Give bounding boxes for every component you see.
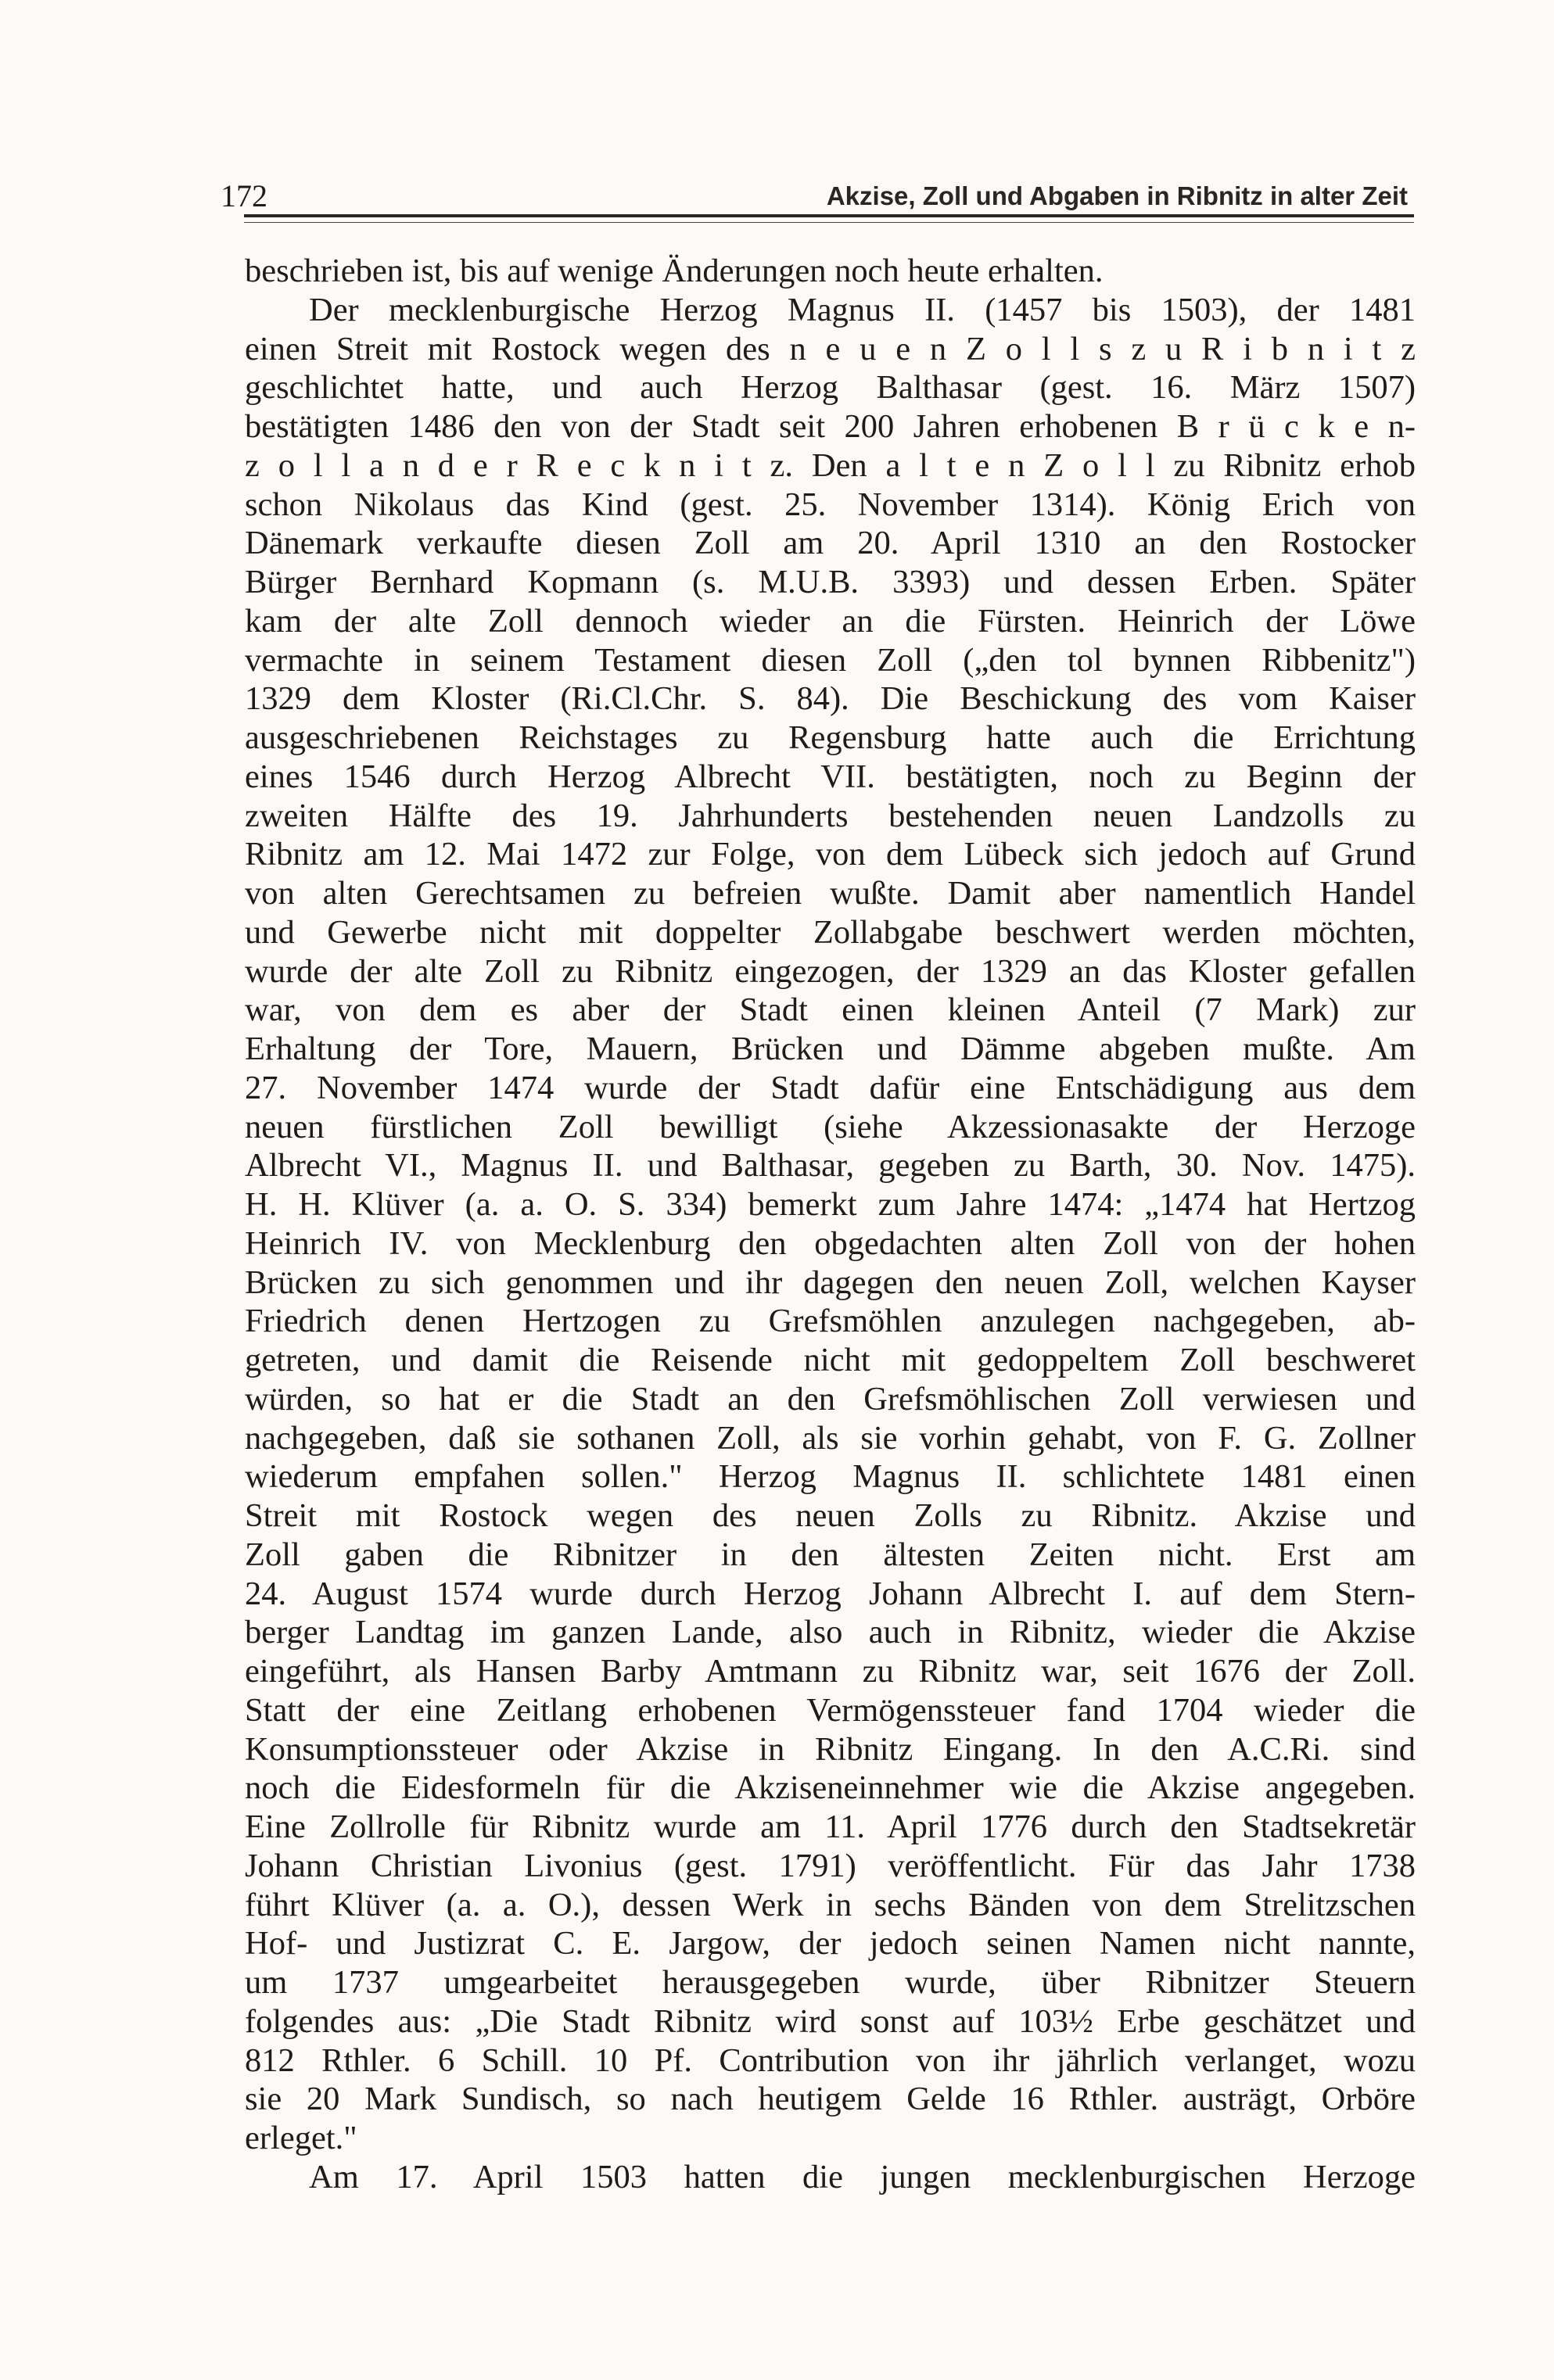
text-line: Brücken zu sich genommen und ihr dagegen den neuen Zoll, welchen Kayser xyxy=(245,1263,1416,1301)
text-line: Bürger Bernhard Kopmann (s. M.U.B. 3393) und dessen Erben. Später xyxy=(245,564,1416,600)
text-line: vermachte in seinem Testament diesen Zoll („den tol bynnen Ribbenitz") xyxy=(245,641,1416,679)
text-line: H. H. Klüver (a. a. O. S. 334) bemerkt zum Jahre 1474: „1474 hat Hertzog xyxy=(245,1186,1416,1223)
text-line: um 1737 umgearbeitet herausgegeben wurde, über Ribnitzer Steuern xyxy=(245,1964,1416,2001)
text-line: bestätigten 1486 den von der Stadt seit 200 Jahren erhobenen B r ü c k e n- xyxy=(245,408,1416,445)
text-line: noch die Eidesformeln für die Akziseneinnehmer wie die Akzise angegeben. xyxy=(245,1769,1416,1807)
text-line: beschrieben ist, bis auf wenige Änderungen noch heute erhalten. xyxy=(245,253,1104,289)
text-line: würden, so hat er die Stadt an den Grefsmöhlischen Zoll verwiesen und xyxy=(245,1380,1416,1418)
text-line: schon Nikolaus das Kind (gest. 25. November 1314). König Erich von xyxy=(245,486,1416,523)
text-line: neuen fürstlichen Zoll bewilligt (siehe Akzessionasakte der Herzoge xyxy=(245,1108,1416,1145)
text-line: Am 17. April 1503 hatten die jungen mecklenburgischen Herzoge xyxy=(309,2158,1416,2195)
page-header xyxy=(221,174,1408,219)
body-text xyxy=(245,252,1416,2197)
page-number: 172 xyxy=(221,178,267,213)
text-line: sie 20 Mark Sundisch, so nach heutigem Gelde 16 Rthler. austrägt, Orböre xyxy=(245,2081,1416,2118)
text-line: Dänemark verkaufte diesen Zoll am 20. April 1310 an den Rostocker xyxy=(245,525,1416,562)
text-line: einen Streit mit Rostock wegen des n e u e n Z o l l s z u R i b n i t z xyxy=(245,330,1416,367)
text-line: wiederum empfahen sollen." Herzog Magnus II. schlichtete 1481 einen xyxy=(245,1458,1416,1496)
text-line: 27. November 1474 wurde der Stadt dafür eine Entschädigung aus dem xyxy=(245,1069,1416,1106)
text-line: und Gewerbe nicht mit doppelter Zollabgabe beschwert werden möchten, xyxy=(245,913,1416,951)
header-rule xyxy=(244,214,1414,217)
text-line: Konsumptionssteuer oder Akzise in Ribnitz Eingang. In den A.C.Ri. sind xyxy=(245,1730,1416,1768)
text-line: Erhaltung der Tore, Mauern, Brücken und Dämme abgeben mußte. Am xyxy=(245,1030,1416,1067)
text-line: getreten, und damit die Reisende nicht mit gedoppeltem Zoll beschweret xyxy=(245,1342,1416,1378)
text-line: Johann Christian Livonius (gest. 1791) veröffentlicht. Für das Jahr 1738 xyxy=(245,1847,1416,1884)
text-line: von alten Gerechtsamen zu befreien wußte. Damit aber namentlich Handel xyxy=(245,875,1416,912)
text-line: Friedrich denen Hertzogen zu Grefsmöhlen anzulegen nachgegeben, ab- xyxy=(245,1303,1416,1340)
text-line: Albrecht VI., Magnus II. und Balthasar, gegeben zu Barth, 30. Nov. 1475). xyxy=(245,1147,1416,1185)
text-line: 1329 dem Kloster (Ri.Cl.Chr. S. 84). Die Beschickung des vom Kaiser xyxy=(245,680,1416,718)
text-line: Der mecklenburgische Herzog Magnus II. (1457 bis 1503), der 1481 xyxy=(309,291,1416,328)
text-line: führt Klüver (a. a. O.), dessen Werk in sechs Bänden von dem Strelitzschen xyxy=(245,1886,1416,1923)
text-line: 812 Rthler. 6 Schill. 10 Pf. Contribution von ihr jährlich verlanget, wozu xyxy=(245,2041,1416,2079)
text-line: eines 1546 durch Herzog Albrecht VII. bestätigten, noch zu Beginn der xyxy=(245,758,1416,795)
text-line: Eine Zollrolle für Ribnitz wurde am 11. April 1776 durch den Stadtsekretär xyxy=(245,1808,1416,1845)
text-line: Zoll gaben die Ribnitzer in den ältesten Zeiten nicht. Erst am xyxy=(245,1536,1416,1573)
text-line: erleget." xyxy=(245,2120,357,2156)
text-line: Statt der eine Zeitlang erhobenen Vermögenssteuer fand 1704 wieder die xyxy=(245,1691,1416,1729)
text-line: Hof- und Justizrat C. E. Jargow, der jedoch seinen Namen nicht nannte, xyxy=(245,1925,1416,1962)
text-line: eingeführt, als Hansen Barby Amtmann zu Ribnitz war, seit 1676 der Zoll. xyxy=(245,1653,1416,1690)
header-rule-thin xyxy=(244,222,1414,223)
text-line: folgendes aus: „Die Stadt Ribnitz wird sonst auf 103½ Erbe geschätzet und xyxy=(245,2002,1416,2040)
text-line: 24. August 1574 wurde durch Herzog Johann Albrecht I. auf dem Stern- xyxy=(245,1575,1416,1612)
text-line: Heinrich IV. von Mecklenburg den obgedachten alten Zoll von der hohen xyxy=(245,1224,1416,1262)
text-line: Streit mit Rostock wegen des neuen Zolls zu Ribnitz. Akzise und xyxy=(245,1497,1416,1534)
text-line: zweiten Hälfte des 19. Jahrhunderts bestehenden neuen Landzolls zu xyxy=(245,797,1416,834)
text-line: ausgeschriebenen Reichstages zu Regensburg hatte auch die Errichtung xyxy=(245,719,1416,756)
text-line: Ribnitz am 12. Mai 1472 zur Folge, von dem Lübeck sich jedoch auf Grund xyxy=(245,836,1416,873)
text-line: wurde der alte Zoll zu Ribnitz eingezogen, der 1329 an das Kloster gefallen xyxy=(245,952,1416,990)
text-line: war, von dem es aber der Stadt einen kleinen Anteil (7 Mark) zur xyxy=(245,991,1416,1029)
text-line: z o l l a n d e r R e c k n i t z. Den a l t e n Z o l l zu Ribnitz erhob xyxy=(245,446,1416,484)
running-title: Akzise, Zoll und Abgaben in Ribnitz in alter Zeit xyxy=(826,181,1408,210)
text-line: berger Landtag im ganzen Lande, also auch in Ribnitz, wieder die Akzise xyxy=(245,1614,1416,1651)
text-line: kam der alte Zoll dennoch wieder an die Fürsten. Heinrich der Löwe xyxy=(245,602,1416,640)
text-line: nachgegeben, daß sie sothanen Zoll, als sie vorhin gehabt, von F. G. Zollner xyxy=(245,1419,1416,1457)
text-line: geschlichtet hatte, und auch Herzog Balthasar (gest. 16. März 1507) xyxy=(245,369,1416,407)
